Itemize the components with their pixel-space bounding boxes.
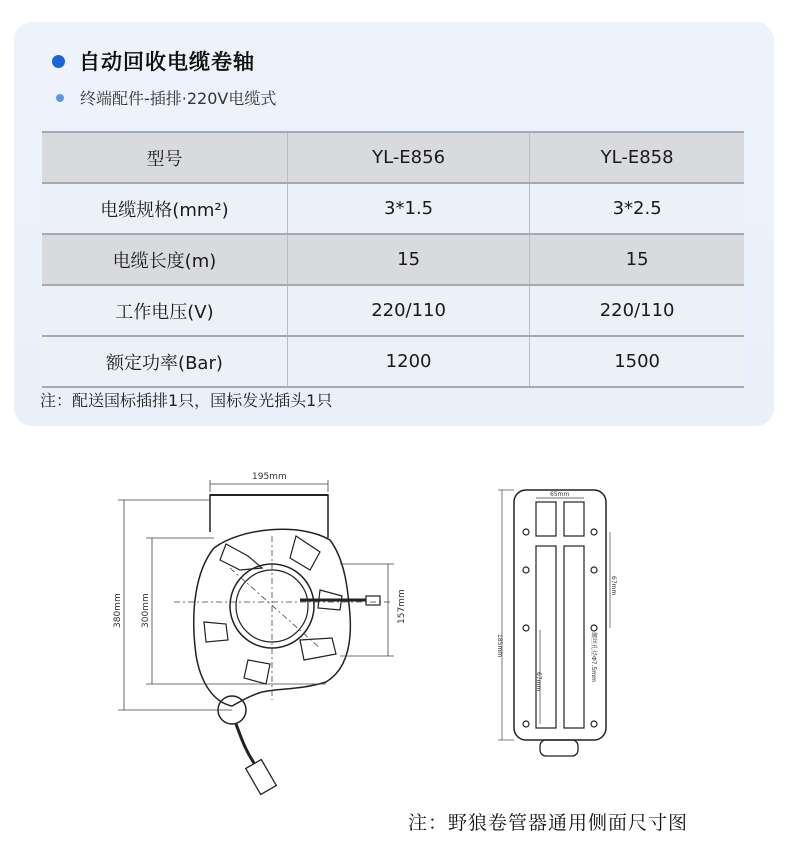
table-cell: 220/110 xyxy=(287,285,529,336)
bracket-length-label: 185mm xyxy=(496,634,503,658)
column-header: YL-E858 xyxy=(530,132,744,183)
product-subtitle: 终端配件-插排·220V电缆式 xyxy=(80,89,277,108)
dim-plug-label: 157mm xyxy=(397,589,407,624)
table-cell: 1500 xyxy=(530,336,744,387)
table-cell: 电缆规格(mm²) xyxy=(42,183,287,234)
table-cell: 电缆长度(m) xyxy=(42,234,287,285)
table-cell: 工作电压(V) xyxy=(42,285,287,336)
bracket-width-label: 65mm xyxy=(550,491,570,498)
accessory-note: 注：配送国标插排1只，国标发光插头1只 xyxy=(40,391,333,410)
product-title: 自动回收电缆卷轴 xyxy=(79,50,255,74)
table-cell: 3*2.5 xyxy=(530,183,744,234)
reel-side-view xyxy=(194,495,380,794)
dim-width-label: 195mm xyxy=(252,472,287,482)
table-row xyxy=(42,234,744,285)
table-cell: 1200 xyxy=(287,336,529,387)
table-cell: 220/110 xyxy=(530,285,744,336)
bracket-plate-view xyxy=(514,490,606,756)
spec-table xyxy=(42,131,744,388)
drawing-caption: 注：野狼卷管器通用侧面尺寸图 xyxy=(408,812,689,834)
column-header: 型号 xyxy=(42,132,287,183)
dim-inner-height-label: 300mm xyxy=(141,593,151,628)
table-cell: 3*1.5 xyxy=(287,183,529,234)
title-row xyxy=(52,46,255,76)
table-row xyxy=(42,183,744,234)
table-cell: 额定功率(Bar) xyxy=(42,336,287,387)
bracket-dimension-lines xyxy=(498,490,610,740)
bracket-hole-label: 螺丝孔径Φ7.5mm xyxy=(590,632,597,682)
table-header-row xyxy=(42,132,744,183)
dim-outer-height-label: 380mm xyxy=(113,593,123,628)
bullet-dot-icon xyxy=(52,55,65,68)
column-header: YL-E856 xyxy=(287,132,529,183)
bracket-spacing-lower-label: 67mm xyxy=(535,672,542,692)
table-cell: 15 xyxy=(287,234,529,285)
dimension-drawing xyxy=(0,440,790,800)
bracket-spacing-label: 67mm xyxy=(610,576,617,596)
table-row xyxy=(42,336,744,387)
dimension-lines xyxy=(118,480,394,710)
table-cell: 15 xyxy=(530,234,744,285)
subtitle-row xyxy=(56,86,276,109)
bullet-dot-small-icon xyxy=(56,94,64,102)
table-row xyxy=(42,285,744,336)
